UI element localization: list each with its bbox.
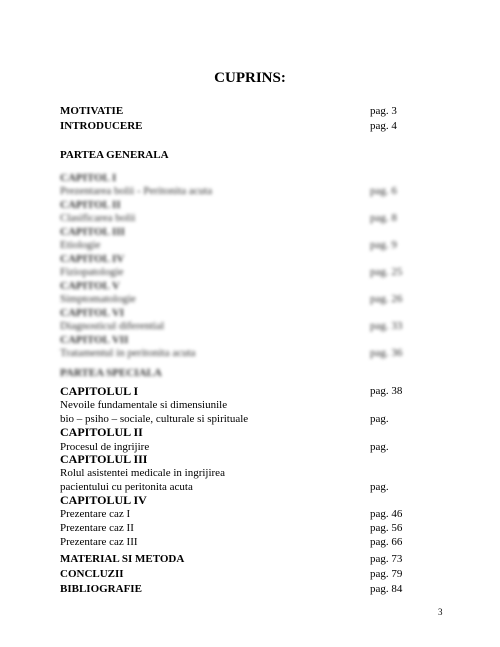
toc-label: MATERIAL SI METODA — [60, 553, 185, 565]
toc-page: pag. 26 — [370, 293, 403, 305]
toc-row — [60, 238, 450, 252]
toc-row-introducere — [60, 119, 450, 133]
toc-row — [60, 306, 450, 320]
toc-label: Nevoile fundamentale si dimensiunile — [60, 399, 228, 411]
toc-page: pag. 36 — [370, 347, 403, 359]
toc-page: pag. 79 — [370, 568, 403, 580]
toc-label: CAPITOLUL IV — [60, 493, 147, 507]
toc-row — [60, 319, 450, 333]
toc-label: CAPITOL II — [60, 199, 121, 211]
toc-page: pag. — [370, 481, 389, 493]
toc-row — [60, 184, 450, 198]
toc-row — [60, 480, 450, 494]
toc-label: INTRODUCERE — [60, 120, 143, 132]
toc-row — [60, 384, 450, 398]
toc-page: pag. 9 — [370, 239, 397, 251]
section-heading-speciala — [60, 366, 450, 380]
toc-label: Tratamentul in peritonita acuta — [60, 347, 196, 359]
toc-label: CAPITOLUL I — [60, 384, 139, 398]
section-heading-generala — [60, 148, 450, 162]
toc-row — [60, 507, 450, 521]
toc-row — [60, 466, 450, 480]
toc-row-bibliografie — [60, 582, 450, 596]
toc-row — [60, 493, 450, 507]
toc-page: pag. 3 — [370, 105, 397, 117]
toc-row-motivatie — [60, 104, 450, 118]
toc-label: Simptomatologie — [60, 293, 136, 305]
toc-row-concluzii — [60, 567, 450, 581]
toc-page: pag. — [370, 413, 389, 425]
toc-row — [60, 211, 450, 225]
toc-row — [60, 412, 450, 426]
toc-label: CAPITOL VII — [60, 334, 129, 346]
toc-label: Etiologie — [60, 239, 101, 251]
toc-row — [60, 198, 450, 212]
toc-label: CAPITOL V — [60, 280, 120, 292]
toc-page: pag. 4 — [370, 120, 397, 132]
toc-label: Procesul de ingrijire — [60, 441, 150, 453]
toc-label: Clasificarea bolii — [60, 212, 136, 224]
toc-row — [60, 225, 450, 239]
toc-label: CAPITOLUL III — [60, 452, 148, 466]
page-number: 3 — [438, 607, 443, 617]
toc-label: Rolul asistentei medicale in ingrijirea — [60, 467, 225, 479]
toc-page: pag. 38 — [370, 385, 403, 397]
toc-label: MOTIVATIE — [60, 105, 124, 117]
toc-row — [60, 398, 450, 412]
toc-row — [60, 425, 450, 439]
toc-label: Prezentare caz III — [60, 536, 138, 548]
toc-row — [60, 521, 450, 535]
toc-label: Fiziopatologie — [60, 266, 124, 278]
page-title: CUPRINS: — [214, 70, 286, 86]
section-heading-label: PARTEA GENERALA — [60, 149, 169, 161]
toc-page: pag. 56 — [370, 522, 403, 534]
toc-label: CAPITOL IV — [60, 253, 125, 265]
toc-label: CAPITOL VI — [60, 307, 125, 319]
toc-row — [60, 265, 450, 279]
toc-page: pag. 84 — [370, 583, 403, 595]
toc-label: Diagnosticul diferential — [60, 320, 165, 332]
toc-row — [60, 171, 450, 185]
toc-page: pag. 6 — [370, 185, 397, 197]
toc-page: pag. 8 — [370, 212, 397, 224]
toc-row — [60, 333, 450, 347]
toc-label: pacientului cu peritonita acuta — [60, 481, 193, 493]
toc-label: Prezentarea bolii - Peritonita acuta — [60, 185, 213, 197]
toc-label: BIBLIOGRAFIE — [60, 583, 142, 595]
toc-label: CONCLUZII — [60, 568, 124, 580]
toc-page: pag. 33 — [370, 320, 403, 332]
toc-label: CAPITOL I — [60, 172, 117, 184]
toc-label: Prezentare caz I — [60, 508, 131, 520]
toc-page: pag. — [370, 441, 389, 453]
toc-row — [60, 452, 450, 466]
toc-row — [60, 535, 450, 549]
toc-label: CAPITOLUL II — [60, 425, 143, 439]
toc-label: Prezentare caz II — [60, 522, 134, 534]
section-heading-label: PARTEA SPECIALA — [60, 367, 162, 379]
toc-page: pag. 66 — [370, 536, 403, 548]
toc-row — [60, 279, 450, 293]
toc-row — [60, 346, 450, 360]
toc-row — [60, 292, 450, 306]
toc-label: CAPITOL III — [60, 226, 125, 238]
toc-page: pag. 73 — [370, 553, 403, 565]
toc-row — [60, 252, 450, 266]
toc-label: bio – psiho – sociale, culturale si spirituale — [60, 413, 249, 425]
toc-page: pag. 25 — [370, 266, 403, 278]
toc-row-material-metoda — [60, 552, 450, 566]
toc-page: pag. 46 — [370, 508, 403, 520]
